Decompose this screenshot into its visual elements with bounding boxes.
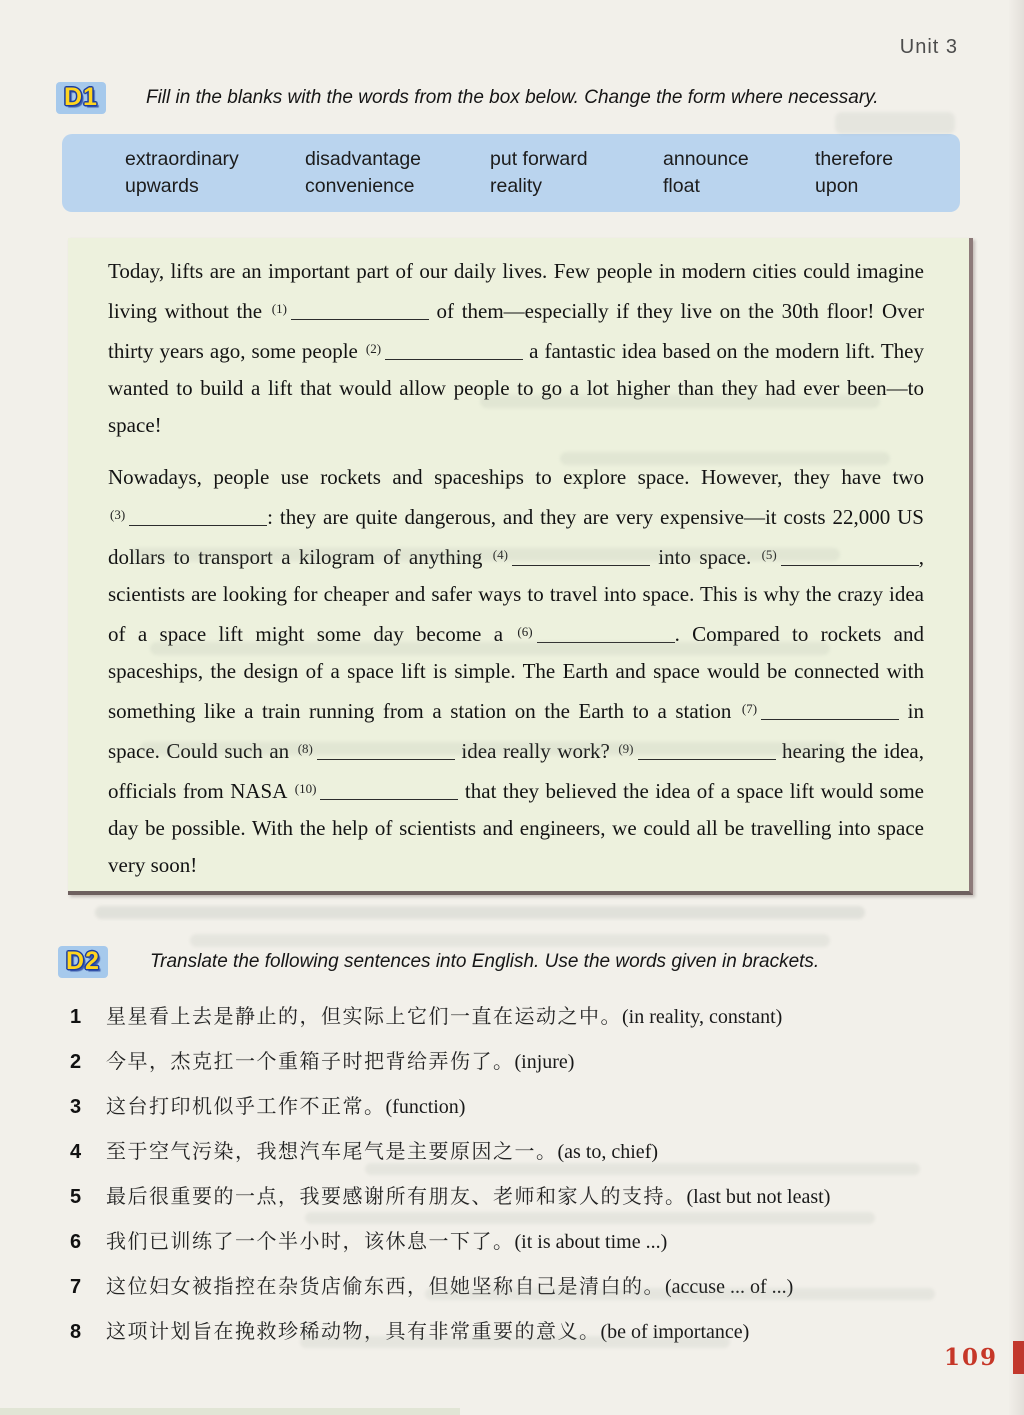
word-box-word: reality [490,175,543,197]
fill-blank [296,739,455,763]
translate-item-hint: (as to, chief) [557,1141,659,1163]
fill-blank [270,299,429,323]
translate-item-number: 2 [70,1051,82,1073]
blank-line [537,628,675,643]
blank-number: (3) [110,507,126,522]
translate-item [70,1270,970,1303]
passage-text: of them—especially if they live on the 30th floor! Over thirty years ago, some people [108,299,925,363]
passage-text: : they are quite dangerous, and they are very expensive—it costs 22,000 US dollars to transport a kilogram of anything [108,505,924,569]
bleedthrough-artifact [835,112,955,134]
word-box-word: float [663,175,700,197]
section-d1-header [56,82,936,114]
translate-item-hint: (last but not least) [686,1186,831,1208]
word-box-word: put forward [490,148,588,170]
translate-item-hint: (be of importance) [600,1321,750,1343]
blank-number: (2) [365,341,382,356]
translate-item-text: 今早，杰克扛一个重箱子时把背给弄伤了。 [106,1049,515,1073]
blank-number: (8) [297,741,313,756]
translate-item-number: 3 [70,1096,82,1118]
d2-badge: D2 [58,946,108,978]
blank-line [761,705,899,720]
translate-item-text: 这台打印机似乎工作不正常。 [106,1094,386,1118]
word-box-word: convenience [305,175,415,197]
page-edge-shadow [1008,0,1024,1415]
blank-line [317,745,455,760]
fill-blank [491,545,650,569]
translate-item-number: 7 [70,1276,82,1298]
d2-instruction: Translate the following sentences into English. Use the words given in brackets. [149,951,820,972]
blank-number: (9) [618,741,634,756]
word-box-row [125,173,960,200]
translate-item [70,1000,970,1033]
blank-line [385,345,523,360]
translate-item-number: 6 [70,1231,82,1253]
translate-item-text: 这项计划旨在挽救珍稀动物，具有非常重要的意义。 [106,1319,601,1343]
passage-paragraph [108,459,924,884]
blank-number: (10) [294,781,317,796]
blank-line [291,305,429,320]
passage-text: . Compared to rockets and spaceships, the design of a space lift is simple. The Earth and space would be connected with something like a train running from a station on the Earth to a station [108,622,924,723]
translate-list [70,1000,970,1360]
blank-line [512,551,650,566]
word-box-row [125,146,960,173]
translate-item-hint: (it is about time ...) [514,1231,668,1253]
passage-text: in space. Could such an [108,699,924,763]
translate-item-text: 星星看上去是静止的，但实际上它们一直在运动之中。 [106,1004,622,1028]
passage-text: a fantastic idea based on the modern lift. They wanted to build a lift that would allow people to go a lot higher than they had ever been—to space! [108,339,924,437]
blank-number: (5) [761,547,777,562]
fill-blank [740,699,899,723]
passage-text: Nowadays, people use rockets and spaceships to explore space. However, they have two [108,465,924,489]
blank-line [320,785,458,800]
translate-item-number: 4 [70,1141,82,1163]
passage-paragraph [108,253,924,444]
word-box-word: disadvantage [305,148,422,170]
passage-text: idea really work? [454,739,617,763]
d1-instruction: Fill in the blanks with the words from the box below. Change the form where necessary. [145,87,879,108]
translate-item-hint: (injure) [514,1051,575,1073]
fill-blank [108,505,267,529]
blank-line [129,511,267,526]
blank-number: (1) [271,301,287,316]
passage-text: hearing the idea, officials from NASA [108,739,924,803]
translate-item [70,1225,970,1258]
blank-number: (4) [492,547,508,562]
fill-blank [515,622,674,646]
page-number: 109 [943,1344,998,1371]
word-box-word: therefore [815,148,894,170]
page-bottom-edge [0,1408,460,1415]
translate-item [70,1090,970,1123]
passage-panel [68,238,973,895]
passage-text: , scientists are looking for cheaper and safer ways to travel into space. This is why the crazy idea of a space lift might some day become a [108,545,924,646]
translate-item-number: 5 [70,1186,82,1208]
translate-item [70,1315,970,1348]
translate-item-text: 至于空气污染，我想汽车尾气是主要原因之一。 [106,1139,558,1163]
translate-item [70,1180,970,1213]
unit-header: Unit 3 [899,36,958,58]
blank-line [638,745,776,760]
translate-item-hint: (accuse ... of ...) [665,1276,794,1298]
translate-item-number: 1 [70,1006,82,1028]
translate-item [70,1135,970,1168]
word-box-word: announce [663,148,749,170]
blank-line [781,551,919,566]
word-box-word: upon [815,175,859,197]
fill-blank [364,339,523,363]
translate-item-number: 8 [70,1321,82,1343]
fill-blank [760,545,919,569]
translate-item-hint: (function) [385,1096,466,1118]
translate-item-text: 我们已训练了一个半小时，该休息一下了。 [106,1229,515,1253]
word-box-word: upwards [125,175,199,197]
word-box [62,134,960,212]
section-d2-header [58,946,958,978]
blank-number: (6) [517,624,533,639]
word-box-word: extraordinary [125,148,239,170]
translate-item [70,1045,970,1078]
fill-blank [293,779,459,803]
passage-text: Today, lifts are an important part of our daily lives. Few people in modern cities could imagine living without the [108,259,924,323]
translate-item-text: 这位妇女被指控在杂货店偷东西，但她坚称自己是清白的。 [106,1274,665,1298]
fill-blank [616,739,775,763]
bleedthrough-artifact [95,906,865,919]
passage-text: into space. [649,545,760,569]
translate-item-text: 最后很重要的一点，我要感谢所有朋友、老师和家人的支持。 [106,1184,687,1208]
d1-badge: D1 [56,82,106,114]
translate-item-hint: (in reality, constant) [622,1006,783,1028]
blank-number: (7) [741,701,758,716]
passage-text: that they believed the idea of a space lift would some day be possible. With the help of scientists and engineers, we could all be travelling into space very soon! [108,779,925,877]
